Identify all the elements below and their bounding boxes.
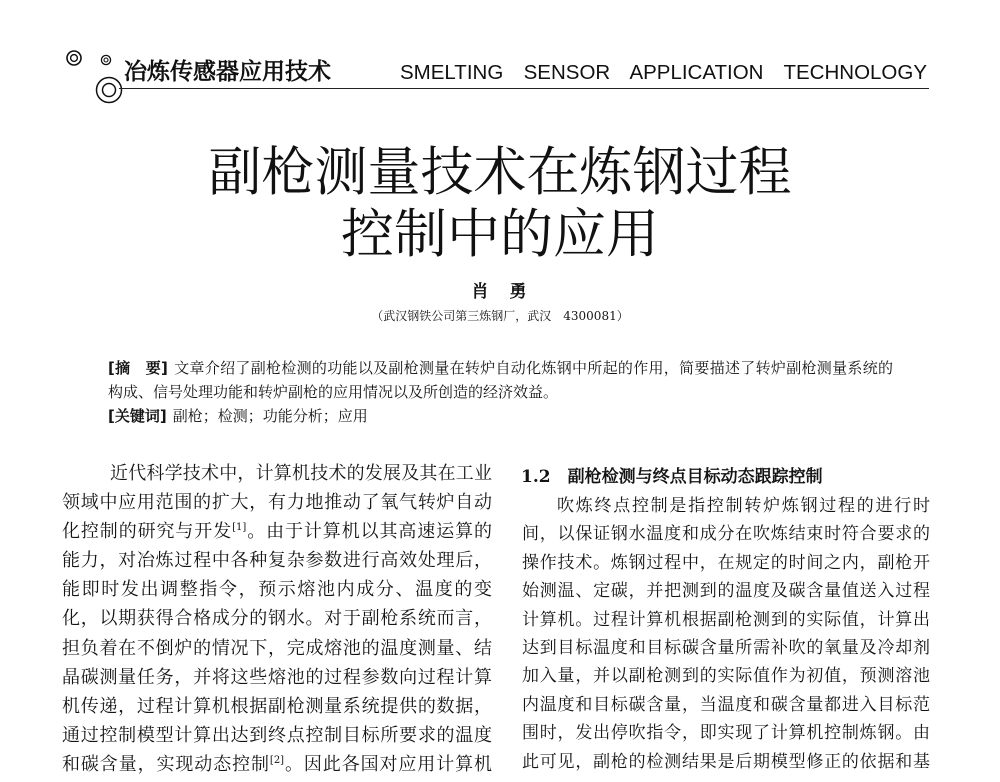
section-number: 1.2 — [521, 467, 551, 487]
abstract-text-1: 文章介绍了副枪检测的功能以及副枪测量在转炉自动化炼钢中所起的作用，简要描述了转炉副枪测量系统的 — [173, 359, 893, 377]
body-line: 间，以保证钢水温度和成分在吹炼结束时符合要求的 — [522, 524, 930, 545]
body-line: 加入量，并以副枪测到的实际值作为初值，预测溶池 — [522, 666, 930, 687]
body-line: 近代科学技术中，计算机技术的发展及其在工业 — [110, 463, 492, 484]
body-line: 围时，发出停吹指令，即实现了计算机控制炼钢。由 — [522, 723, 930, 744]
keywords-text: 副枪；检测；功能分析；应用 — [172, 407, 368, 425]
body-line: 此可见，副枪的检测结果是后期模型修正的依据和基 — [522, 751, 930, 772]
body-line: 始测温、定碳，并把测到的温度及碳含量值送入过程 — [522, 581, 930, 602]
body-text: 。由于计算机以其高速运算的 — [246, 521, 493, 543]
body-line: 能力，对冶炼过程中各种复杂参数进行高效处理后， — [62, 550, 492, 572]
citation-ref: [1] — [232, 522, 247, 534]
abstract-label: [摘 要] — [108, 359, 168, 377]
body-line: 担负着在不倒炉的情况下，完成熔池的温度测量、结 — [62, 637, 492, 659]
body-line: 内温度和目标碳含量，当温度和碳含量都进入目标范 — [522, 694, 930, 715]
body-text: 化控制的研究与开发 — [62, 521, 233, 543]
concentric-circles-logo-icon — [0, 0, 140, 110]
body-line: 吹炼终点控制是指控制转炉炼钢过程的进行时 — [557, 496, 930, 516]
header-rule — [119, 88, 929, 89]
body-line: 计算机。过程计算机根据副枪测到的实际值，计算出 — [522, 609, 930, 630]
body-line: 操作技术。炼钢过程中，在规定的时间之内，副枪开 — [522, 552, 930, 573]
journal-name-chinese: 冶炼传感器应用技术 — [124, 59, 331, 85]
body-line: 达到目标温度和目标碳含量所需补吹的氧量及冷却剂 — [522, 637, 930, 658]
body-line: 能即时发出调整指令，预示熔池内成分、温度的变 — [62, 579, 492, 601]
body-line: 领域中应用范围的扩大，有力地推动了氧气转炉自动 — [62, 492, 492, 514]
section-title: 副枪检测与终点目标动态跟踪控制 — [567, 467, 823, 487]
body-text: 。因此各国对应用计算机 — [284, 753, 493, 775]
author-affiliation: （武汉钢铁公司第三炼钢厂，武汉 4300081） — [371, 309, 629, 323]
body-text: 和碳含量，实现动态控制 — [62, 753, 270, 775]
abstract-line-1 — [108, 358, 893, 378]
article-title-line-2: 控制中的应用 — [341, 204, 659, 265]
author-name: 肖 勇 — [471, 282, 529, 302]
body-line: 机传递，过程计算机根据副枪测量系统提供的数据， — [62, 695, 492, 717]
article-title-line-1: 副枪测量技术在炼钢过程 — [208, 142, 792, 203]
body-column-right — [522, 492, 930, 776]
body-line — [62, 750, 492, 779]
section-heading — [521, 463, 823, 491]
keywords-line — [108, 406, 368, 426]
body-line: 化，以期获得合格成分的钢水。对于副枪系统而言， — [62, 608, 492, 630]
citation-ref: [2] — [269, 754, 285, 766]
body-line — [62, 517, 492, 546]
body-line: 通过控制模型计算出达到终点控制目标所要求的温度 — [62, 724, 492, 746]
body-line: 晶碳测量任务，并将这些熔池的过程参数向过程计算 — [62, 666, 492, 688]
abstract-line-2: 构成、信号处理功能和转炉副枪的应用情况以及所创造的经济效益。 — [108, 383, 559, 401]
keywords-label: [关键词] — [108, 407, 167, 425]
body-column-left — [62, 459, 492, 779]
journal-name-english: SMELTING SENSOR APPLICATION TECHNOLOGY — [400, 61, 927, 84]
